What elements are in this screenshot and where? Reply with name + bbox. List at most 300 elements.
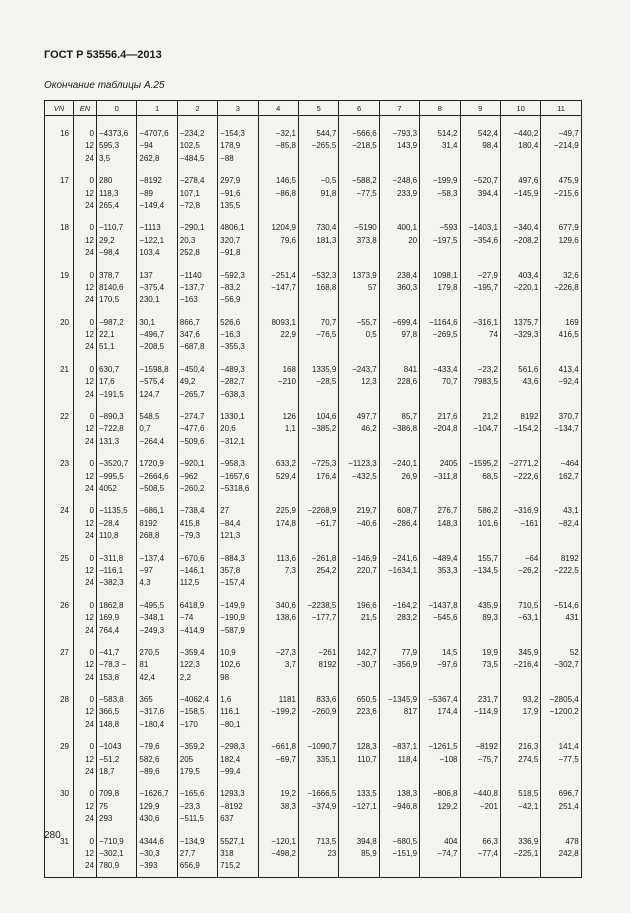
cell-value: −218,5 — [352, 141, 377, 151]
value-cell — [500, 782, 540, 829]
cell-value: −216,4 — [513, 660, 539, 670]
cell-value: 233,9 — [397, 188, 418, 198]
cell-value: −23,2 — [477, 364, 498, 374]
value-cell — [137, 216, 177, 263]
cell-value: −151,9 — [392, 848, 418, 858]
value-cell — [500, 735, 540, 782]
cell-value: −215,6 — [553, 188, 579, 198]
cell-value: 142,7 — [356, 647, 377, 657]
cell-value: −1666,5 — [307, 789, 337, 799]
cell-value: 52 — [569, 647, 579, 657]
value-cell — [137, 688, 177, 735]
cell-value: −260,2 — [179, 483, 205, 493]
cell-value: 46,2 — [361, 424, 377, 434]
cell-value: 101,6 — [477, 518, 498, 528]
cell-value: −4373,6 — [99, 129, 129, 138]
cell-value: 1,1 — [284, 424, 296, 434]
value-cell — [298, 641, 338, 688]
cell-value: 205 — [179, 754, 194, 764]
cell-value: −286,4 — [392, 518, 418, 528]
cell-value: 146,5 — [275, 176, 296, 186]
cell-value: −74 — [179, 613, 194, 623]
cell-value: −593 — [439, 223, 458, 233]
cell-value: −161 — [520, 518, 539, 528]
cell-value: −72,8 — [179, 200, 201, 210]
value-cell — [420, 264, 460, 311]
cell-value: 677,9 — [558, 223, 579, 233]
value-cell — [460, 499, 500, 546]
cell-value: −260,9 — [311, 707, 337, 717]
en-value: 0 — [89, 553, 94, 563]
vn-value: 21 — [60, 364, 69, 374]
vn-cell — [45, 311, 74, 358]
value-cell — [177, 116, 217, 170]
cell-value: 141,4 — [558, 742, 579, 752]
value-cell — [137, 169, 177, 216]
cell-value: −145,9 — [513, 188, 539, 198]
value-cell — [137, 547, 177, 594]
table-row — [45, 735, 582, 782]
cell-value: −987,2 — [99, 317, 124, 327]
value-cell — [420, 499, 460, 546]
cell-value: −80,1 — [220, 719, 241, 729]
vn-value: 17 — [60, 176, 69, 186]
value-cell — [177, 405, 217, 452]
cell-value: 93,2 — [522, 695, 539, 705]
value-cell — [339, 452, 379, 499]
value-cell — [460, 641, 500, 688]
en-cell — [74, 169, 97, 216]
value-cell — [339, 405, 379, 452]
value-cell — [339, 264, 379, 311]
cell-value: 637 — [220, 814, 234, 824]
cell-value: −1634,1 — [387, 565, 418, 575]
table-row — [45, 594, 582, 641]
vn-cell — [45, 452, 74, 499]
value-cell — [137, 358, 177, 405]
cell-value: 118,4 — [397, 754, 418, 764]
cell-value: −158,5 — [179, 707, 205, 717]
cell-value: 196,6 — [356, 600, 377, 610]
cell-value: 1862,8 — [99, 600, 124, 610]
cell-value: −32,1 — [275, 129, 296, 138]
cell-value: −638,3 — [220, 389, 245, 399]
cell-value: 26,9 — [401, 471, 418, 481]
cell-value: 131,3 — [99, 436, 120, 446]
en-cell — [74, 594, 97, 641]
en-value: 0 — [89, 600, 94, 610]
cell-value: −265,7 — [179, 389, 205, 399]
cell-value: 223,6 — [356, 707, 377, 717]
cell-value: −92,4 — [558, 377, 579, 387]
value-cell — [339, 688, 379, 735]
value-cell — [500, 688, 540, 735]
value-cell — [298, 547, 338, 594]
vn-cell — [45, 358, 74, 405]
cell-value: −76,5 — [316, 330, 337, 340]
value-cell — [339, 547, 379, 594]
value-cell — [218, 311, 258, 358]
cell-value: 32,6 — [563, 270, 579, 280]
cell-value: −2268,9 — [307, 506, 337, 516]
cell-value: −2664,6 — [139, 471, 169, 481]
cell-value: −127,1 — [352, 801, 377, 811]
cell-value: −225,1 — [513, 848, 539, 858]
cell-value: −1598,8 — [139, 364, 169, 374]
table-row — [45, 264, 582, 311]
cell-value: −661,8 — [271, 742, 296, 752]
value-cell — [137, 641, 177, 688]
vn-cell — [45, 594, 74, 641]
cell-value: −414,9 — [179, 625, 205, 635]
value-cell — [97, 830, 137, 878]
cell-value: −51,2 — [99, 754, 120, 764]
value-cell — [339, 116, 379, 170]
value-cell — [541, 116, 581, 170]
value-cell — [218, 594, 258, 641]
value-cell — [460, 264, 500, 311]
cell-value: −79,6 — [139, 742, 160, 752]
value-cell — [500, 830, 540, 878]
table-header-row — [45, 101, 582, 116]
table-row — [45, 547, 582, 594]
value-cell — [298, 782, 338, 829]
column-header: 2 — [177, 101, 217, 116]
cell-value: −592,3 — [220, 270, 245, 280]
cell-value: −261 — [318, 647, 337, 657]
cell-value: −1437,8 — [428, 600, 458, 610]
cell-value: −946,8 — [392, 801, 418, 811]
cell-value: −1657,6 — [220, 471, 250, 481]
cell-value: 85,7 — [401, 412, 418, 422]
cell-value: 27 — [220, 506, 230, 516]
cell-value: −290,1 — [179, 223, 205, 233]
cell-value: −104,7 — [473, 424, 498, 434]
cell-value: −385,2 — [311, 424, 337, 434]
en-value: 0 — [89, 789, 94, 799]
cell-value: −1345,9 — [387, 695, 418, 705]
cell-value: 544,7 — [316, 129, 337, 138]
value-cell — [420, 169, 460, 216]
cell-value: −958,3 — [220, 459, 245, 469]
cell-value: −214,9 — [553, 141, 579, 151]
en-value: 0 — [89, 742, 94, 752]
cell-value: −995,5 — [99, 471, 124, 481]
value-cell — [460, 688, 500, 735]
cell-value: 404 — [444, 836, 458, 846]
cell-value: −79,3 — [179, 531, 201, 541]
cell-value: 124,7 — [139, 389, 160, 399]
cell-value: −77,5 — [356, 188, 377, 198]
value-cell — [420, 116, 460, 170]
cell-value: −177,7 — [311, 613, 337, 623]
cell-value: 168 — [282, 364, 296, 374]
cell-value: −55,7 — [356, 317, 377, 327]
value-cell — [177, 169, 217, 216]
vn-cell — [45, 216, 74, 263]
value-cell — [379, 782, 419, 829]
en-value: 24 — [85, 719, 94, 729]
cell-value: −30,3 — [139, 848, 160, 858]
vn-value: 16 — [60, 129, 69, 138]
cell-value: 118,3 — [99, 188, 119, 198]
table-caption: Окончание таблицы А.25 — [44, 80, 165, 91]
cell-value: 1,6 — [220, 695, 232, 705]
vn-value: 24 — [60, 506, 69, 516]
value-cell — [541, 405, 581, 452]
cell-value: 27,7 — [179, 848, 196, 858]
en-cell — [74, 830, 97, 878]
cell-value: −1200,2 — [549, 707, 579, 717]
cell-value: −190,9 — [220, 613, 245, 623]
cell-value: 220,7 — [356, 565, 377, 575]
en-cell — [74, 735, 97, 782]
cell-value: 85,9 — [361, 848, 377, 858]
cell-value: 270,5 — [139, 647, 160, 657]
cell-value: 3,7 — [284, 660, 296, 670]
cell-value: 74 — [489, 330, 498, 340]
en-value: 12 — [85, 188, 94, 198]
vn-cell — [45, 641, 74, 688]
cell-value: −220,1 — [513, 282, 539, 292]
cell-value: −58,3 — [437, 188, 458, 198]
value-cell — [500, 169, 540, 216]
cell-value: 73,5 — [482, 660, 498, 670]
column-header: 4 — [258, 101, 298, 116]
cell-value: −197,5 — [432, 235, 458, 245]
cell-value: −146,9 — [352, 553, 377, 563]
cell-value: −110,7 — [99, 223, 124, 233]
cell-value: 274,5 — [518, 754, 539, 764]
cell-value: 116,1 — [220, 707, 240, 717]
value-cell — [541, 782, 581, 829]
vn-value: 29 — [60, 742, 69, 752]
en-value: 12 — [85, 565, 94, 575]
value-cell — [460, 216, 500, 263]
en-value: 24 — [85, 248, 94, 258]
value-cell — [97, 688, 137, 735]
cell-value: −498,2 — [271, 848, 296, 858]
value-cell — [420, 641, 460, 688]
cell-value: −464 — [560, 459, 579, 469]
vn-cell — [45, 169, 74, 216]
cell-value: 21,2 — [482, 412, 498, 422]
value-cell — [298, 216, 338, 263]
cell-value: −8192 — [220, 801, 243, 811]
cell-value: −520,7 — [473, 176, 498, 186]
cell-value: −1403,1 — [468, 223, 498, 233]
value-cell — [258, 688, 298, 735]
en-value: 0 — [89, 270, 94, 280]
value-cell — [379, 358, 419, 405]
cell-value: 110,8 — [99, 531, 119, 541]
cell-value: −89 — [139, 188, 153, 198]
cell-value: −710,9 — [99, 836, 124, 846]
cell-value: 129,2 — [437, 801, 458, 811]
cell-value: 225,9 — [275, 506, 296, 516]
cell-value: 121,3 — [220, 531, 241, 541]
cell-value: −359,2 — [179, 742, 205, 752]
cell-value: 8140,6 — [99, 282, 124, 292]
en-value: 24 — [85, 342, 94, 352]
cell-value: −269,5 — [432, 330, 458, 340]
vn-cell — [45, 499, 74, 546]
value-cell — [339, 499, 379, 546]
value-cell — [500, 452, 540, 499]
cell-value: 20 — [408, 235, 418, 245]
cell-value: −4062,4 — [179, 695, 209, 705]
cell-value: 43,1 — [563, 506, 579, 516]
value-cell — [500, 641, 540, 688]
cell-value: −511,5 — [179, 814, 204, 824]
cell-value: −0,5 — [320, 176, 337, 186]
value-cell — [218, 641, 258, 688]
table-row — [45, 216, 582, 263]
cell-value: 518,5 — [518, 789, 539, 799]
cell-value: −147,7 — [271, 282, 296, 292]
cell-value: −725,3 — [311, 459, 337, 469]
cell-value: −86,8 — [275, 188, 296, 198]
value-cell — [137, 405, 177, 452]
cell-value: 3,5 — [99, 153, 111, 163]
column-header: 0 — [97, 101, 137, 116]
value-cell — [218, 358, 258, 405]
cell-value: 155,7 — [477, 553, 498, 563]
en-value: 0 — [89, 459, 94, 469]
en-cell — [74, 547, 97, 594]
cell-value: −699,4 — [392, 317, 418, 327]
cell-value: 630,7 — [99, 364, 120, 374]
value-cell — [97, 169, 137, 216]
cell-value: 135,5 — [220, 200, 241, 210]
vn-value: 28 — [60, 695, 69, 705]
cell-value: −27,9 — [477, 270, 498, 280]
cell-value: −27,3 — [275, 647, 296, 657]
cell-value: 77,9 — [401, 647, 418, 657]
value-cell — [97, 641, 137, 688]
cell-value: 133,5 — [356, 789, 377, 799]
en-cell — [74, 782, 97, 829]
cell-value: 841 — [403, 364, 418, 374]
cell-value: 122,3 — [179, 660, 200, 670]
cell-value: 29,2 — [99, 235, 115, 245]
table-row — [45, 116, 582, 170]
cell-value: −163 — [179, 295, 198, 305]
en-value: 24 — [85, 767, 94, 777]
table-row — [45, 830, 582, 878]
value-cell — [460, 830, 500, 878]
en-cell — [74, 264, 97, 311]
cell-value: 129,6 — [558, 235, 579, 245]
value-cell — [97, 499, 137, 546]
cell-value: 79,6 — [280, 235, 296, 245]
cell-value: 365 — [139, 695, 153, 705]
cell-value: −28,5 — [316, 377, 337, 387]
value-cell — [379, 688, 419, 735]
cell-value: 394,4 — [477, 188, 498, 198]
cell-value: 345,9 — [518, 647, 539, 657]
cell-value: 595,3 — [99, 141, 120, 151]
value-cell — [379, 216, 419, 263]
cell-value: 228,6 — [397, 377, 418, 387]
en-cell — [74, 499, 97, 546]
cell-value: 713,5 — [316, 836, 337, 846]
cell-value: 1330,1 — [220, 412, 245, 422]
value-cell — [460, 358, 500, 405]
cell-value: 126 — [282, 412, 296, 422]
vn-value: 25 — [60, 553, 69, 563]
cell-value: −234,2 — [179, 129, 205, 138]
cell-value: −312,1 — [220, 436, 245, 446]
vn-cell — [45, 405, 74, 452]
cell-value: −278,4 — [179, 176, 205, 186]
cell-value: −94 — [139, 141, 153, 151]
en-value: 24 — [85, 814, 94, 824]
cell-value: −489,3 — [220, 364, 245, 374]
cell-value: 219,7 — [356, 506, 377, 516]
cell-value: −114,9 — [473, 707, 498, 717]
cell-value: −134,7 — [553, 424, 579, 434]
cell-value: −282,7 — [220, 377, 245, 387]
cell-value: −920,1 — [179, 459, 205, 469]
cell-value: −28,4 — [99, 518, 120, 528]
cell-value: 4052 — [99, 483, 117, 493]
cell-value: 0,5 — [365, 330, 377, 340]
en-value: 12 — [85, 141, 94, 151]
value-cell — [541, 735, 581, 782]
cell-value: 1293,3 — [220, 789, 245, 799]
column-header: 5 — [298, 101, 338, 116]
cell-value: 174,8 — [275, 518, 296, 528]
cell-value: 268,8 — [139, 531, 160, 541]
value-cell — [420, 547, 460, 594]
value-cell — [420, 216, 460, 263]
value-cell — [177, 735, 217, 782]
value-cell — [541, 311, 581, 358]
en-cell — [74, 358, 97, 405]
cell-value: −355,3 — [220, 342, 245, 352]
value-cell — [379, 547, 419, 594]
value-cell — [97, 311, 137, 358]
value-cell — [97, 264, 137, 311]
cell-value: 1204,9 — [271, 223, 296, 233]
value-cell — [137, 830, 177, 878]
cell-value: 403,4 — [518, 270, 539, 280]
cell-value: 548,5 — [139, 412, 160, 422]
value-cell — [460, 311, 500, 358]
cell-value: 104,6 — [316, 412, 337, 422]
cell-value: −85,8 — [275, 141, 296, 151]
cell-value: 216,3 — [518, 742, 539, 752]
cell-value: −69,7 — [275, 754, 296, 764]
cell-value: 764,4 — [99, 625, 120, 635]
column-header: 8 — [420, 101, 460, 116]
cell-value: −146,1 — [179, 565, 205, 575]
value-cell — [258, 830, 298, 878]
table-row — [45, 499, 582, 546]
en-value: 0 — [89, 836, 94, 846]
cell-value: −1261,5 — [428, 742, 458, 752]
cell-value: 318 — [220, 848, 234, 858]
cell-value: −56,9 — [220, 295, 241, 305]
cell-value: 14,5 — [441, 647, 458, 657]
value-cell — [177, 782, 217, 829]
cell-value: 168,8 — [316, 282, 337, 292]
cell-value: 153,8 — [99, 672, 120, 682]
cell-value: −884,3 — [220, 553, 245, 563]
cell-value: 5527,1 — [220, 836, 245, 846]
value-cell — [97, 116, 137, 170]
